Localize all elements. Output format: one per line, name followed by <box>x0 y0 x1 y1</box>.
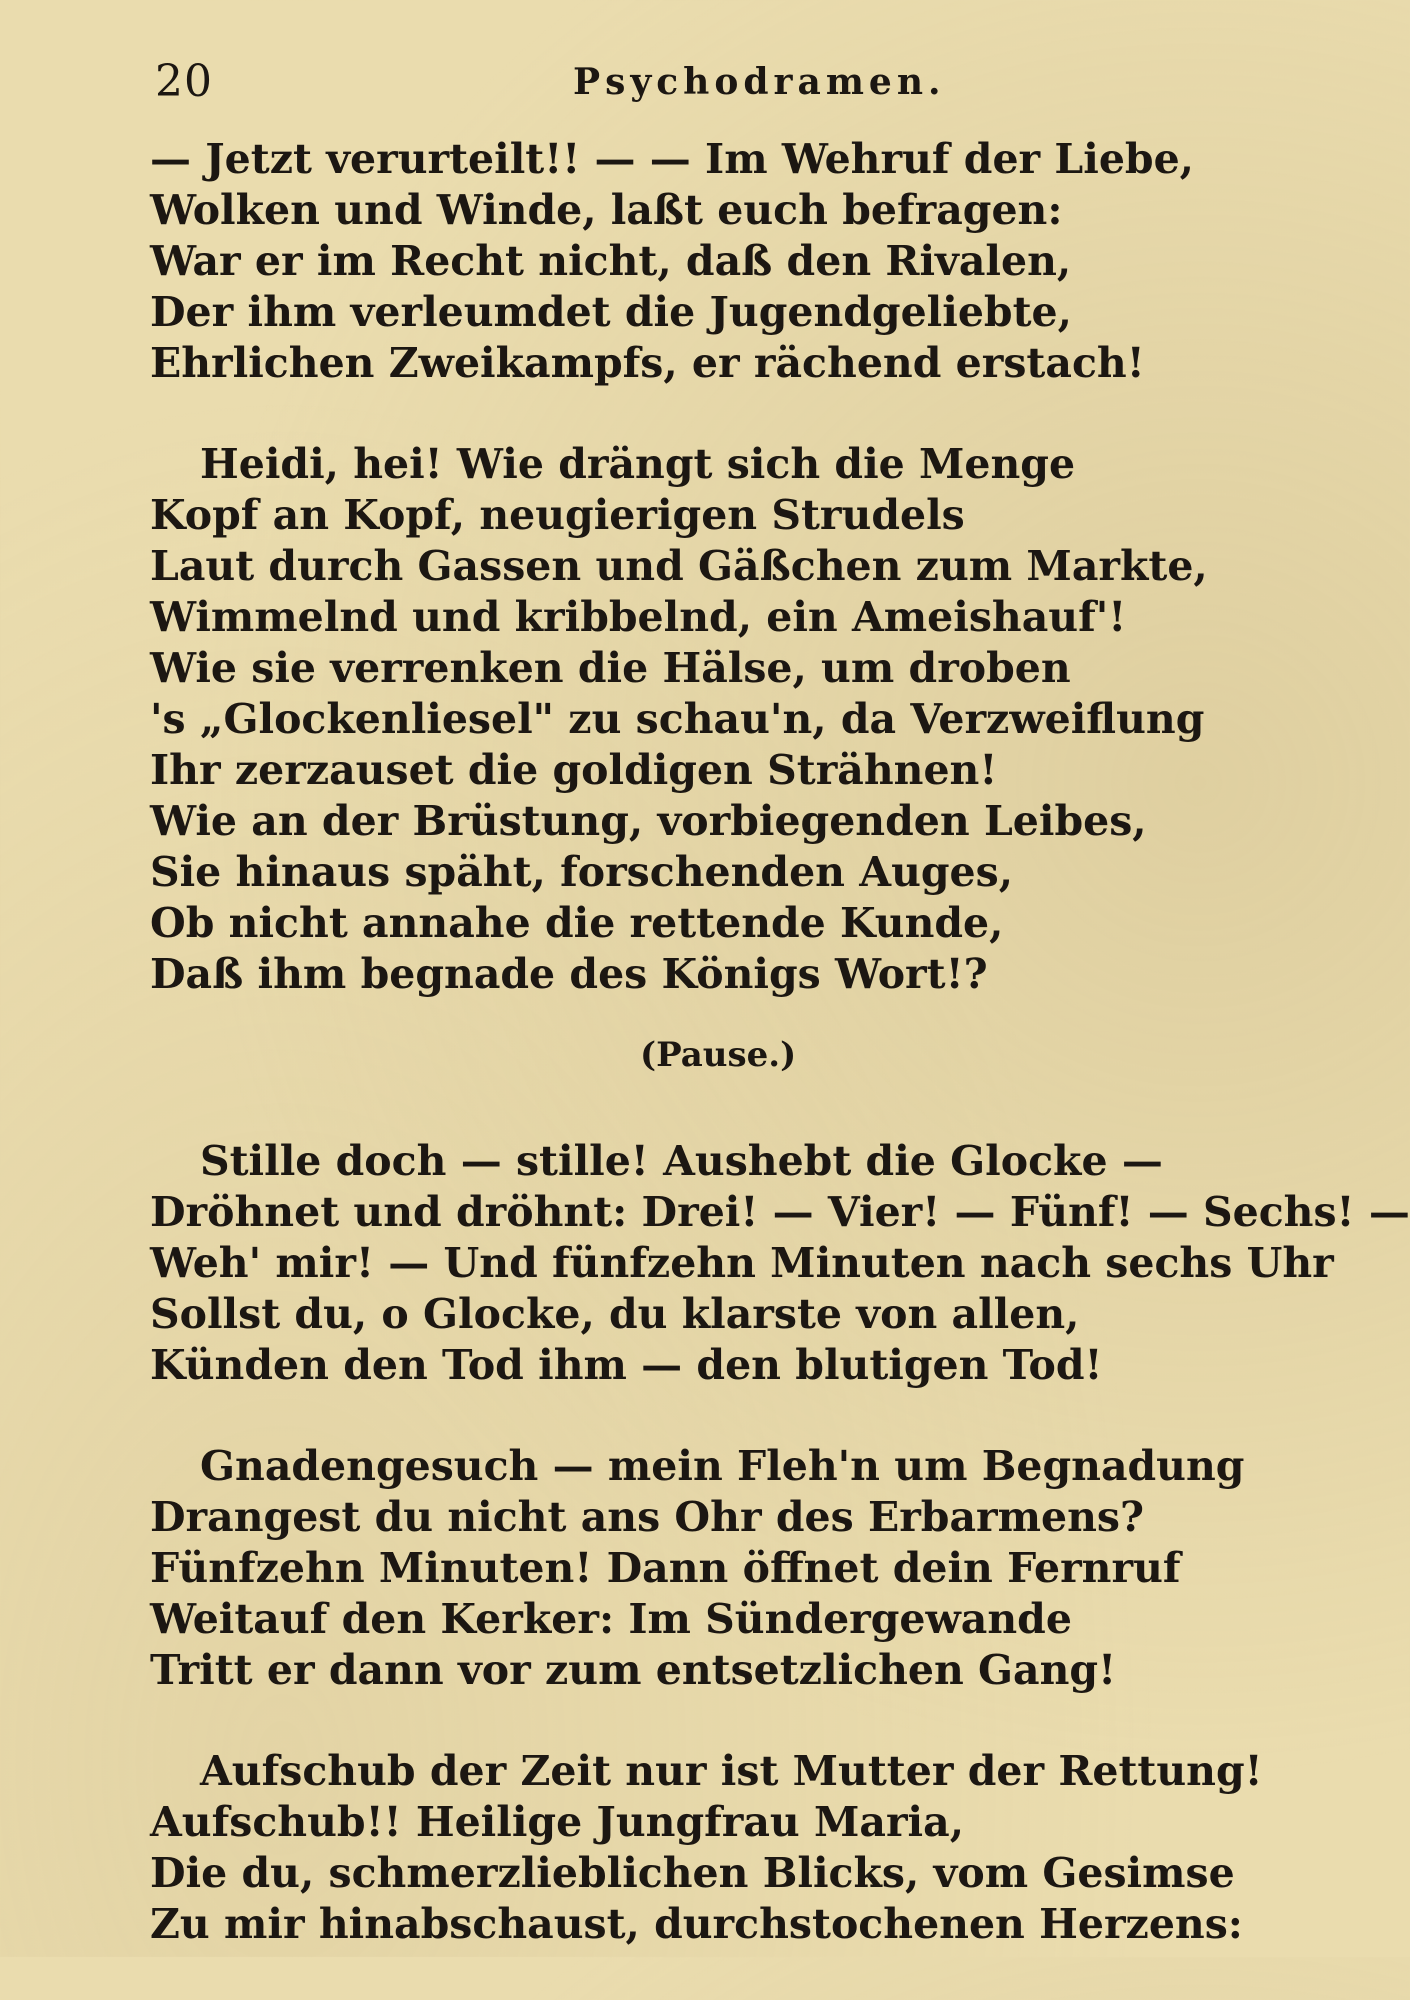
verse-line: 's „Glockenliesel" zu schau'n, da Verzweiflung <box>150 695 1205 743</box>
verse-line: Zu mir hinabschaust, durchstochenen Herzens: <box>150 1900 1243 1948</box>
verse-line: Stille doch — stille! Aushebt die Glocke — <box>200 1137 1163 1185</box>
verse-line: Wimmelnd und kribbelnd, ein Ameishauf'! <box>150 593 1127 641</box>
stage-direction: (Pause.) <box>640 1035 797 1075</box>
stanza <box>150 439 1250 1000</box>
verse-line: Der ihm verleumdet die Jugendgeliebte, <box>150 288 1072 336</box>
verse-line: Laut durch Gassen und Gäßchen zum Markte, <box>150 542 1208 590</box>
verse-line: Weitauf den Kerker: Im Sündergewande <box>150 1595 1072 1643</box>
verse-line: Ehrlichen Zweikampfs, er rächend erstach! <box>150 339 1145 387</box>
stanza <box>150 1441 1250 1696</box>
verse-line: Daß ihm begnade des Königs Wort!? <box>150 950 988 998</box>
verse-line: — Jetzt verurteilt!! — — Im Wehruf der Liebe, <box>150 135 1194 183</box>
verse-line: Kopf an Kopf, neugierigen Strudels <box>150 491 965 539</box>
verse-line: Wie an der Brüstung, vorbiegenden Leibes, <box>150 797 1147 845</box>
verse-line: Künden den Tod ihm — den blutigen Tod! <box>150 1341 1103 1389</box>
verse-line: Die du, schmerzlieblichen Blicks, vom Gesimse <box>150 1849 1235 1897</box>
verse-line: Heidi, hei! Wie drängt sich die Menge <box>200 440 1076 488</box>
verse-line: Sie hinaus späht, forschenden Auges, <box>150 848 1013 896</box>
verse-line: Aufschub!! Heilige Jungfrau Maria, <box>150 1798 964 1846</box>
verse-line: Ob nicht annahe die rettende Kunde, <box>150 899 1004 947</box>
verse-line: Weh' mir! — Und fünfzehn Minuten nach sechs Uhr <box>150 1239 1334 1287</box>
verse-line: Tritt er dann vor zum entsetzlichen Gang! <box>150 1646 1117 1694</box>
page-number: 20 <box>155 56 213 107</box>
running-title: Psychodramen. <box>573 61 946 103</box>
stanza <box>150 1746 1263 1950</box>
verse-line: War er im Recht nicht, daß den Rivalen, <box>150 237 1072 285</box>
verse-line: Wolken und Winde, laßt euch befragen: <box>150 186 1063 234</box>
stanza <box>150 134 1250 389</box>
verse-line: Aufschub der Zeit nur ist Mutter der Rettung! <box>200 1747 1263 1795</box>
verse-line: Sollst du, o Glocke, du klarste von allen, <box>150 1290 1080 1338</box>
verse-line: Wie sie verrenken die Hälse, um droben <box>150 644 1071 692</box>
page-header <box>155 52 1255 112</box>
verse-line: Ihr zerzauset die goldigen Strähnen! <box>150 746 998 794</box>
verse-line: Gnadengesuch — mein Fleh'n um Begnadung <box>200 1442 1245 1490</box>
verse-line: Drangest du nicht ans Ohr des Erbarmens? <box>150 1493 1145 1541</box>
verse-line: Fünfzehn Minuten! Dann öffnet dein Fernruf <box>150 1544 1181 1592</box>
verse-line: Dröhnet und dröhnt: Drei! — Vier! — Fünf! — Sechs! — <box>150 1188 1410 1236</box>
poem-body <box>150 134 1410 2000</box>
stanza <box>150 1136 1410 1391</box>
